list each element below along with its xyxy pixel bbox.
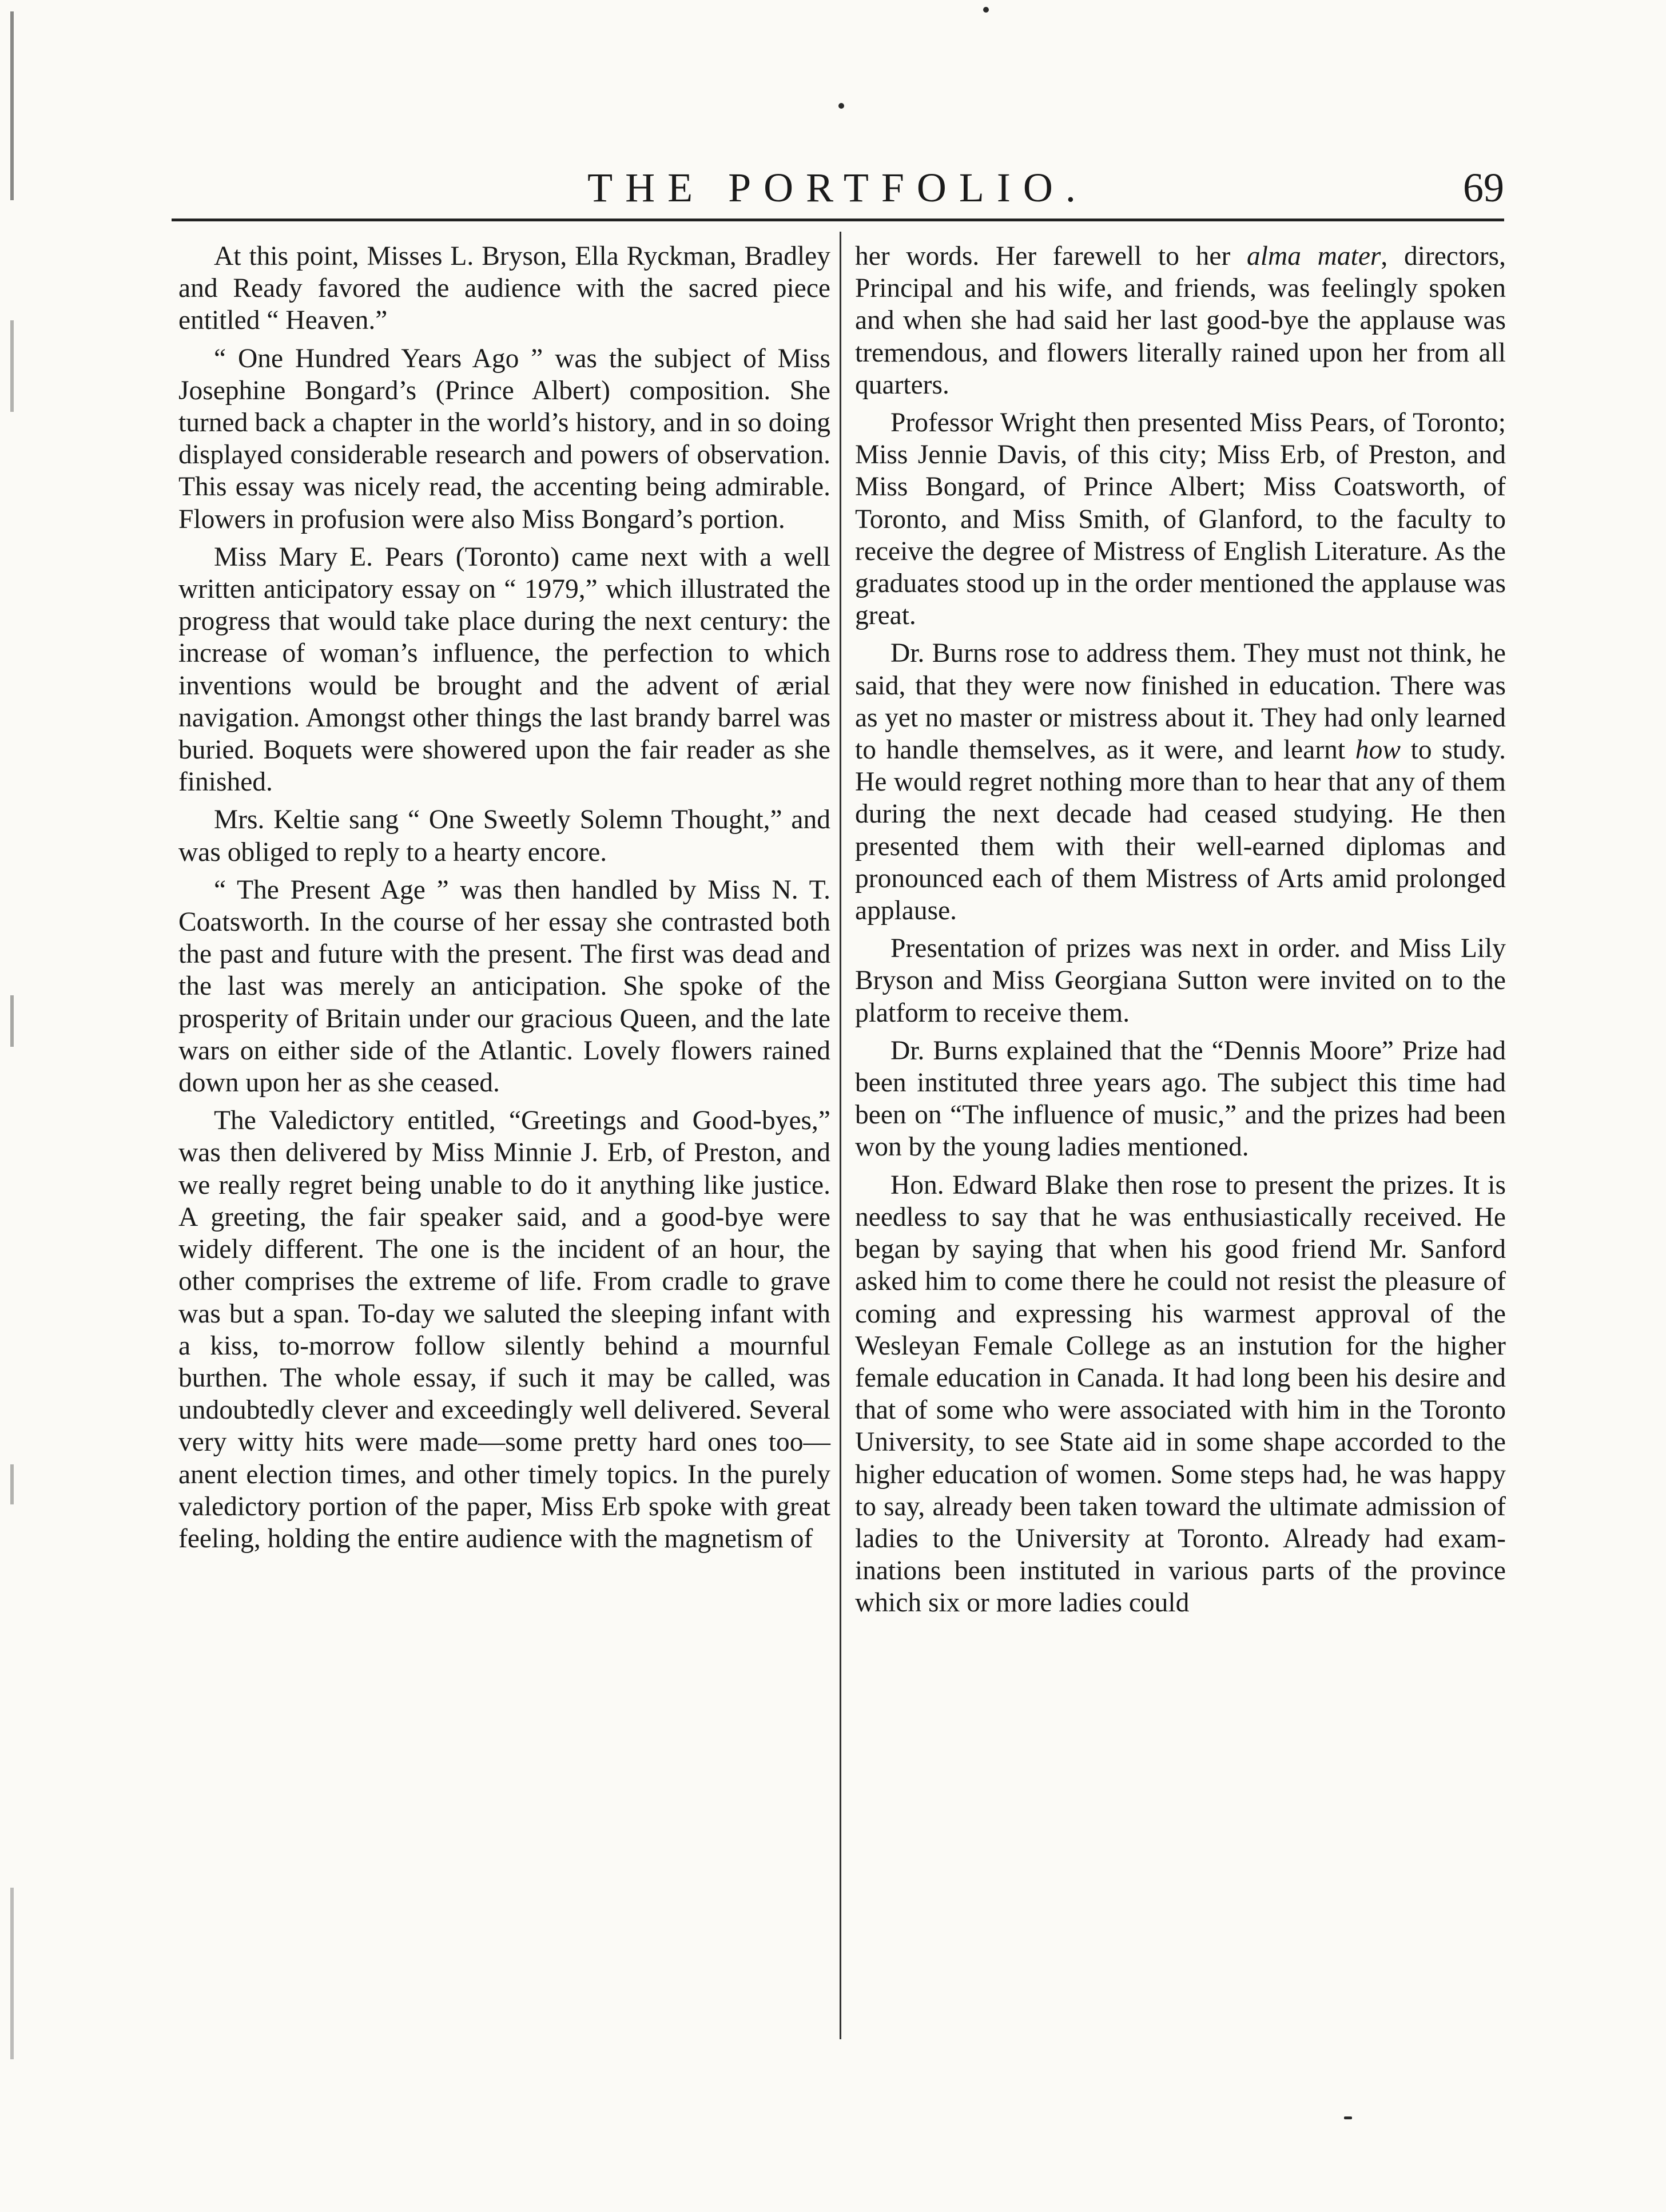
paragraph: “ The Present Age ” was then handled by Miss N. T. Coatsworth. In the course of her essay she contrasted both the past and future with the present. The first was dead and the last was merely an anticipation. She spoke of the prosperity of Britain under our gracious Queen, and the late wars on either side of the Atlantic. Lovely flowers rained down upon her as she ceased.: [178, 875, 830, 1098]
scan-edge-mark: [10, 320, 14, 412]
print-speck: [838, 103, 844, 109]
paragraph: At this point, Misses L. Bryson, Ella Ryckman, Bradley and Ready favored the audience with the sacred piece entitled “ Heaven.”: [178, 241, 830, 336]
emphasis: alma mater: [1246, 241, 1381, 271]
journal-title: THE PORTFOLIO.: [587, 165, 1088, 211]
scan-edge-mark: [10, 11, 14, 200]
paragraph: Presentation of prizes was next in order. and Miss Lily Bryson and Miss Georgiana Sutton were invited on to the platform to receive them.: [855, 934, 1506, 1028]
paragraph: Mrs. Keltie sang “ One Sweetly Solemn Thought,” and was obliged to reply to a hearty encore.: [178, 805, 830, 867]
paragraph: “ One Hundred Years Ago ” was the subject of Miss Josephine Bongard’s (Prince Albert) composition. She turned back a chapter in the world’s history, and in so doing displayed considerable research and powers of observation. This essay was nicely read, the accenting being admirable. Flowers in profusion were also Miss Bongard’s portion.: [178, 343, 830, 534]
scan-edge-mark: [10, 995, 14, 1047]
running-header: [172, 153, 1504, 216]
paragraph: Dr. Burns explained that the “Dennis Moore” Prize had been instituted three years ago. The subject this time had been on “The influence of music,” and the prizes had been won by the young ladies mentioned.: [855, 1035, 1506, 1162]
paragraph: Hon. Edward Blake then rose to present the prizes. It is needless to say that he was enthusiastically received. He began by saying that when his good friend Mr. Sanford asked him to come there he could not resist the pleasure of coming and expressing his warmest approval of the Wesleyan Female College as an instution for the higher female education in Canada. It had long been his desire and that of some who were associated with him in the Toronto University, to see State aid in some shape accorded to the higher education of women. Some steps had, he was happy to say, already been taken toward the ultimate admission of ladies to the University at Toronto. Already had examinations been instituted in various parts of the province which six or more ladies could: [855, 1170, 1506, 1618]
print-speck: [983, 7, 989, 13]
scan-edge-mark: [10, 1464, 14, 1504]
right-column: [855, 240, 1506, 1619]
emphasis: how: [1355, 735, 1401, 765]
paragraph: her words. Her farewell to her alma mater, directors, Principal and his wife, and friends, was feelingly spoken and when she had said her last good-bye the applause was tremendous, and flowers literally rained upon her from all quarters.: [855, 241, 1506, 400]
paragraph: The Valedictory entitled, “Greetings and Good-byes,” was then delivered by Miss Minnie J. Erb, of Preston, and we really regret being unable to do it anything like justice. A greeting, the fair speaker said, and a good-bye were widely different. The one is the incident of an hour, the other comprises the extreme of life. From cradle to grave was but a span. To-day we saluted the sleeping infant with a kiss, to-morrow follow silently behind a mournful burthen. The whole essay, if such it may be called, was undoubtedly clever and exceedingly well delivered. Several very witty hits were made—some pretty hard ones too—anent election times, and other timely topics. In the purely valedictory portion of the paper, Miss Erb spoke with great feeling, holding the entire audience with the magnetism of: [178, 1106, 830, 1554]
column-divider: [840, 232, 841, 2039]
header-rule: [172, 219, 1504, 221]
paragraph: Professor Wright then presented Miss Pears, of Toronto; Miss Jennie Davis, of this city; Miss Erb, of Preston, and Miss Bongard, of Prince Albert; Miss Coatsworth, of Toronto, and Miss Smith, of Glanford, to the faculty to receive the degree of Mistress of English Literature. As the graduates stood up in the order mentioned the applause was great.: [855, 408, 1506, 631]
scan-edge-mark: [10, 1888, 14, 2059]
paragraph: Miss Mary E. Pears (Toronto) came next with a well written anticipatory essay on “ 1979,” which illustrated the progress that would take place during the next century: the increase of woman’s influence, the perfection to which inventions would be brought and the advent of ærial navigation. Amongst other things the last brandy barrel was buried. Boquets were showered upon the fair reader as she finished.: [178, 542, 830, 797]
left-column: [178, 240, 830, 1555]
print-speck: [1344, 2116, 1352, 2119]
page-number: 69: [1463, 165, 1504, 211]
paragraph: Dr. Burns rose to address them. They must not think, he said, that they were now finished in education. There was as yet no master or mistress about it. They had only learned to handle themselves, as it were, and learnt how to study. He would regret nothing more than to hear that any of them during the next decade had ceased studying. He then presented them with their well-earned diplomas and pronounced each of them Mistress of Arts amid prolonged applause.: [855, 638, 1506, 926]
